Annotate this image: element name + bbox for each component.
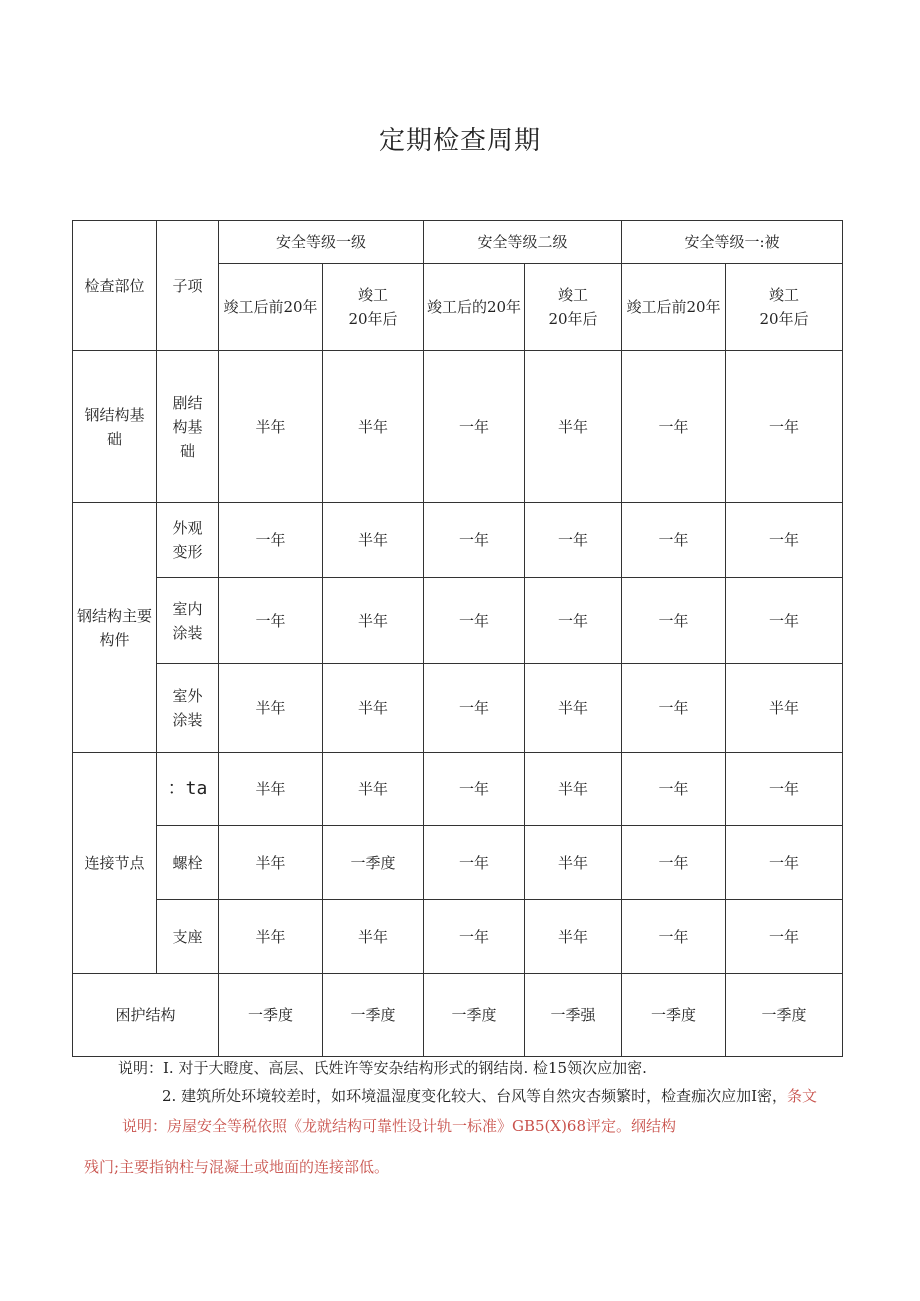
cell: 半年: [525, 900, 622, 974]
header-col-4: 竣工 20年后: [525, 264, 622, 351]
sub-item: 螺栓: [157, 826, 219, 900]
table-row: [73, 664, 843, 753]
cell: 半年: [219, 351, 323, 503]
cell: 半年: [323, 503, 424, 578]
cell: 一年: [622, 826, 726, 900]
sub-item: ：ta: [157, 753, 219, 826]
header-group-1: 安全等级一级: [219, 221, 424, 264]
cell: 一季度: [622, 974, 726, 1057]
table-row: [73, 974, 843, 1057]
table-row: [73, 503, 843, 578]
header-col-6: 竣工 20年后: [726, 264, 843, 351]
cell: 一年: [726, 826, 843, 900]
header-part: 检查部位: [73, 221, 157, 351]
part-enclosure: 困护结构: [73, 974, 219, 1057]
cell: 半年: [323, 578, 424, 664]
table-row: [73, 900, 843, 974]
cell: 一年: [525, 578, 622, 664]
note-line-2: [162, 1085, 817, 1106]
header-col-1: 竣工后前20年: [219, 264, 323, 351]
cell: 一年: [219, 578, 323, 664]
inspection-period-table: [72, 220, 843, 1057]
cell: 半年: [525, 351, 622, 503]
cell: 一年: [424, 900, 525, 974]
cell: 一年: [726, 578, 843, 664]
part-foundation: 钢结构基 础: [73, 351, 157, 503]
cell: 半年: [323, 351, 424, 503]
cell: 一季度: [323, 974, 424, 1057]
cell: 半年: [525, 753, 622, 826]
cell: 一年: [424, 503, 525, 578]
header-sub: 子项: [157, 221, 219, 351]
header-group-3: 安全等级一:被: [622, 221, 843, 264]
cell: 半年: [525, 826, 622, 900]
cell: 一年: [219, 503, 323, 578]
cell: 一年: [622, 578, 726, 664]
sub-item: 室内 涂装: [157, 578, 219, 664]
table-row: [73, 753, 843, 826]
cell: 一季度: [726, 974, 843, 1057]
cell: 一年: [726, 753, 843, 826]
table-row: [73, 826, 843, 900]
header-col-5: 竣工后前20年: [622, 264, 726, 351]
header-group-2: 安全等级二级: [424, 221, 622, 264]
cell: 半年: [219, 900, 323, 974]
cell: 一季度: [219, 974, 323, 1057]
cell: 一年: [622, 664, 726, 753]
cell: 一年: [622, 900, 726, 974]
table-row: [73, 351, 843, 503]
cell: 半年: [219, 826, 323, 900]
cell: 一季度: [424, 974, 525, 1057]
cell: 一年: [622, 753, 726, 826]
cell: 一年: [424, 826, 525, 900]
note-line-2-text: 2. 建筑所处环境较差时，如环境温湿度变化较大、台风等自然灾杏频繁时，检查痂次应加I密，: [162, 1087, 788, 1105]
cell: 半年: [323, 753, 424, 826]
note-line-2-red: 条文: [787, 1087, 818, 1105]
sub-item: 外观 变形: [157, 503, 219, 578]
table-row: [73, 578, 843, 664]
sub-foundation: 剧结 构基 础: [157, 351, 219, 503]
cell: 一年: [424, 664, 525, 753]
cell: 半年: [525, 664, 622, 753]
cell: 一年: [622, 503, 726, 578]
part-joints: 连接节点: [73, 753, 157, 974]
cell: 半年: [219, 753, 323, 826]
cell: 一年: [525, 503, 622, 578]
cell: 一年: [424, 578, 525, 664]
cell: 半年: [323, 664, 424, 753]
cell: 半年: [323, 900, 424, 974]
cell: 半年: [219, 664, 323, 753]
part-members: 钢结构主要 构件: [73, 503, 157, 753]
header-col-3: 竣工后的20年: [424, 264, 525, 351]
note-line-4: 残门;主要指钠柱与混凝土或地面的连接部低。: [84, 1158, 390, 1176]
cell: 一年: [424, 351, 525, 503]
cell: 一年: [726, 351, 843, 503]
cell: 一年: [622, 351, 726, 503]
cell: 一年: [726, 503, 843, 578]
cell: 半年: [726, 664, 843, 753]
cell: 一季度: [323, 826, 424, 900]
cell: 一季强: [525, 974, 622, 1057]
note-line-1: 说明：I. 对于大瞪度、高层、氏姓许等安杂结构形式的钢结岗. 检15领次应加密.: [118, 1059, 647, 1077]
cell: 一年: [424, 753, 525, 826]
sub-item: 室外 涂装: [157, 664, 219, 753]
header-col-2: 竣工 20年后: [323, 264, 424, 351]
sub-item: 支座: [157, 900, 219, 974]
note-line-3: 说明：房屋安全等税依照《龙就结构可靠性设计轨一标准》GB5(X)68评定。纲结构: [122, 1117, 677, 1135]
cell: 一年: [726, 900, 843, 974]
page-title: 定期检查周期: [378, 126, 541, 156]
